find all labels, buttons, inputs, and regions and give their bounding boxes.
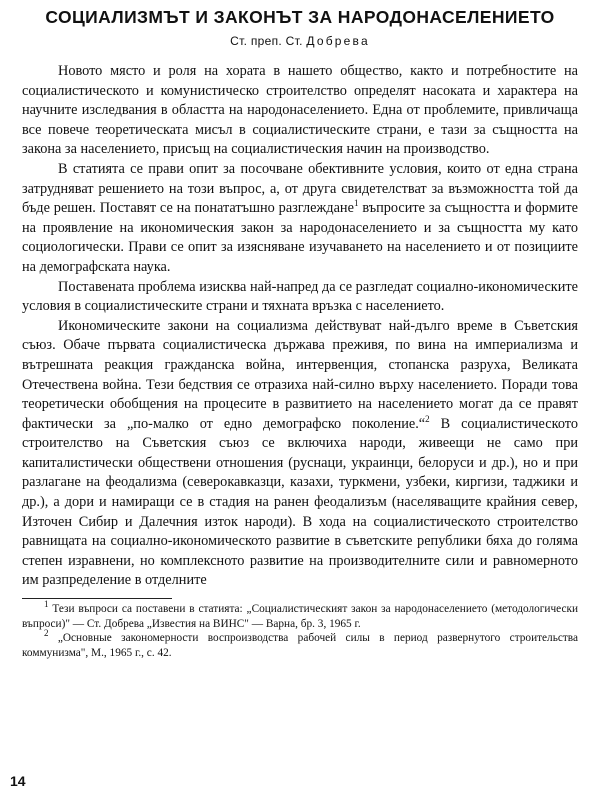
article-author <box>22 34 578 48</box>
page-number: 14 <box>10 773 26 789</box>
paragraph-3: Поставената проблема изисква най-напред да се разгледат социално-икономическите условия в социалистическите страни и тяхната връзка с населението. <box>22 278 578 315</box>
paragraph-1: Новото място и роля на хората в нашето общество, както и потребностите на социалистическото и комунистическо строителство определят насоката и характера на научните изследвания в областта на народонаселението. Една от проблемите, привличаща все повече теоретическата мисъл в социалистическите страни, е тази за същността на закона за населението, присъщ на социалистическия начин на производство. <box>22 63 578 158</box>
footnotes <box>22 599 578 660</box>
author-name: Добрева <box>306 34 370 48</box>
article-body <box>22 62 578 591</box>
paragraph-2 <box>22 160 578 278</box>
paragraph-2-text-b: въпросите за същността и формите на проявление на икономическия закон за народонаселението и за същността му като социологически. Прави се опит за изясняване изучаването на населението и от позициите на демографската наука. <box>22 200 579 275</box>
paragraph-2-text-a: В статията се прави опит за посочване обективните условия, които от една страна затрудняват решението на този въпрос, а, от друга свидетелстват за възможността той да бъде решен. Поставят се на понататъшно разглеждане <box>22 160 578 217</box>
paragraph-4-text-a: Икономическите закони на социализма действуват най-дълго време в Съветския съюз. Обаче първата социалистическа държава преживя, по вина на империализма и вътрешната реакция гражданска война, интервенция, стопанска разруха, Великата Отечествена война. Тези бедствия се отразиха най-силно върху населението. Поради това теоретически обобщения на процесите в развитието на населението могат да се правят фактически за „по-малко от едно демографско поколение. <box>22 317 578 432</box>
footnote-ref-1: 1 <box>353 198 359 209</box>
paragraph-4: Икономическите закони на социализма действуват най-дълго време в Съветския съюз. Обаче първата социалистическа държава преживя, по вина на империализма и вътрешната реакция гражданска война, интервенция, стопанска разруха, Великата Отечествена война. Тези бедствия се отразиха най-силно върху населението. Поради това теоретически обобщения на процесите в развитието на населението могат да се правят фактически за „по-малко от едно демографско поколение.“$^2$ В социалистическото строителство на Съветския съюз се включиха народи, живеещи не само при капиталистически обществени отношения (руснаци, украинци, белоруси и др.), но и при разлагане на феодализма (северокавказци, казахи, туркмени, узбеки, киргизи, таджики и др.), а дори и намиращи се в стадия на ранен феодализъм (населяващите крайния север, Източен Сибир и Далечния изток народи). В хода на социалистическото строителство равнищата на социално-икономическото развитие в съветските републики бяха до голяма степен изравнени, но комплексното развитие на производителните сили и равномерното им разпределение в отделните <box>22 317 578 589</box>
footnote-1-text: Тези въпроси са поставени в статията: „Социалистическият закон за народонаселението (методологически въпроси)" — Ст. Добрева „Известия на ВИНС" — Варна, бр. 3, 1965 г. <box>22 603 578 630</box>
footnote-1-mark: 1 <box>44 599 49 610</box>
footnote-2-text: „Основные закономерности воспроизводства рабочей силы в период развернутого строительства коммунизма", М., 1965 г., с. 42. <box>22 632 578 659</box>
author-prefix: Ст. преп. Ст. <box>230 34 303 48</box>
paragraph-4-text-b: В социалистическото строителство на Съветския съюз се включиха народи, живеещи не само при капиталистически обществени отношения (руснаци, украинци, белоруси и др.), но и при разлагане на феодализма (северокавказци, казахи, туркмени, узбеки, киргизи, таджики и др.), а дори и намиращи се в стадия на ранен феодализъм (населяващите крайния север, Източен Сибир и Далечния изток народи). В хода на социалистическото строителство равнищата на социално-икономическото развитие в съветските републики бяха до голяма степен изравнени, но комплексното развитие на производителните сили и равномерното им разпределение в отделните <box>22 415 578 589</box>
footnote-ref-2: 2 <box>425 413 430 424</box>
footnote-2 <box>22 628 578 660</box>
footnote-1 <box>22 599 578 631</box>
article-title: СОЦИАЛИЗМЪТ И ЗАКОНЪТ ЗА НАРОДОНАСЕЛЕНИЕТО <box>45 7 555 27</box>
footnote-2-mark: 2 <box>44 628 49 639</box>
